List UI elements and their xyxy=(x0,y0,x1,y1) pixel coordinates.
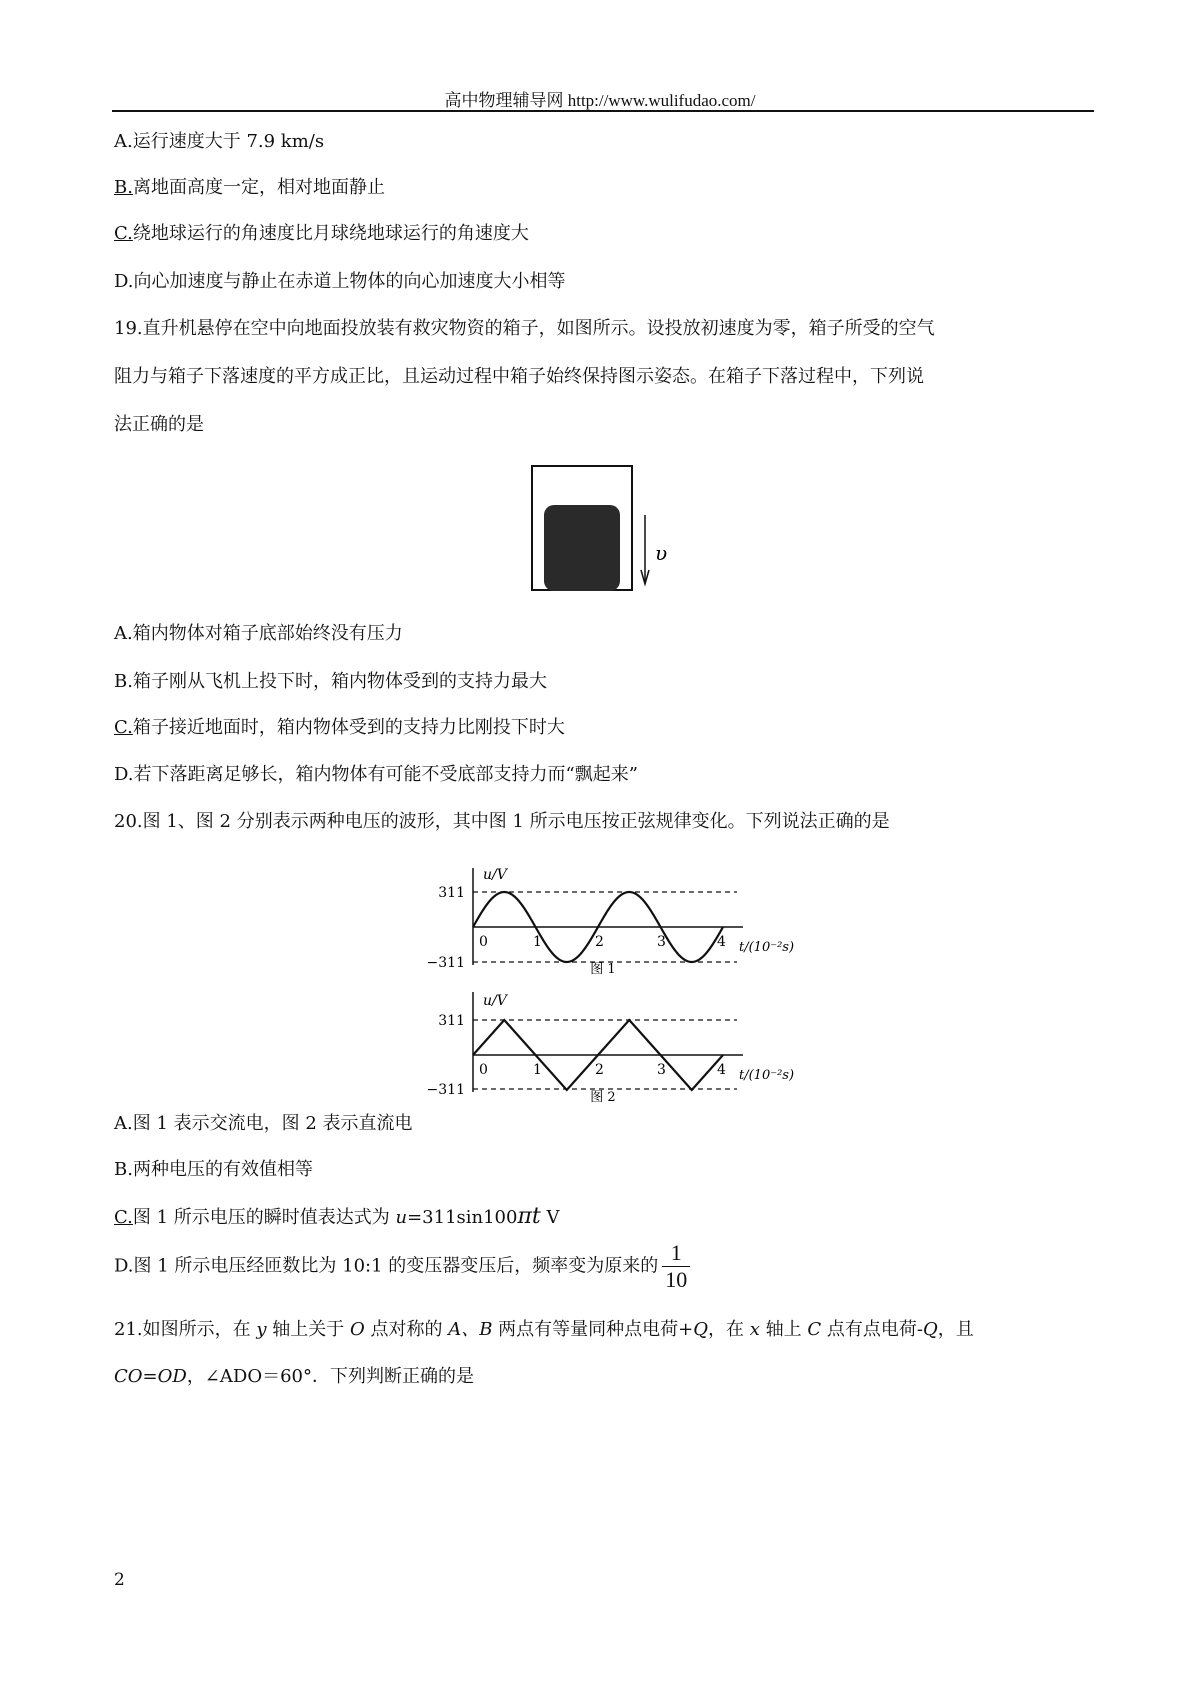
q21-text: 点有点电荷- xyxy=(821,1319,923,1340)
q21-text: 轴上关于 xyxy=(266,1319,350,1340)
q20-stem: 20.图 1、图 2 分别表示两种电压的波形，其中图 1 所示电压按正弦规律变化。下列说法正确的是 xyxy=(114,811,890,832)
fig1-tick-0: 0 xyxy=(479,934,488,950)
fig1-tick-4: 4 xyxy=(717,934,726,950)
header-rule xyxy=(112,110,1094,112)
fig1-tick-2: 2 xyxy=(595,934,604,950)
q20-option-a: A.图 1 表示交流电，图 2 表示直流电 xyxy=(114,1113,413,1134)
q20-option-c-text-1: 图 1 所示电压的瞬时值表达式为 xyxy=(132,1207,396,1228)
q18-option-c-text: 绕地球运行的角速度比月球绕地球运行的角速度大 xyxy=(132,223,529,244)
q21-var-o: O xyxy=(349,1319,365,1340)
q20-option-d xyxy=(114,1240,690,1293)
q19-box-figure xyxy=(520,460,670,600)
fig2-tick-0: 0 xyxy=(479,1062,488,1078)
fig2-y-label: u/V xyxy=(483,993,507,1009)
fig2-tick-4: 4 xyxy=(717,1062,726,1078)
q21-text: 点对称的 xyxy=(364,1319,449,1340)
q19-stem-line-3: 法正确的是 xyxy=(114,414,204,435)
fig2-tick-1: 1 xyxy=(533,1062,542,1078)
q20-option-c-pi: πt xyxy=(517,1204,541,1229)
q21-var-y: y xyxy=(256,1319,267,1340)
q19-option-a: A.箱内物体对箱子底部始终没有压力 xyxy=(114,623,403,644)
figure-1 xyxy=(427,867,795,977)
q18-option-b-text: 离地面高度一定，相对地面静止 xyxy=(132,177,385,198)
q21-var-c: C xyxy=(807,1319,822,1340)
fig2-y-pos: 311 xyxy=(438,1013,465,1029)
fig2-y-neg: −311 xyxy=(426,1082,465,1098)
fig1-x-label: t/(10⁻²s) xyxy=(739,940,795,955)
q21-text: 两点有等量同种点电荷+ xyxy=(492,1319,694,1340)
fig2-tick-3: 3 xyxy=(657,1062,666,1078)
q21-var-ab: A、B xyxy=(448,1319,493,1340)
box-contents xyxy=(544,505,620,591)
q21-var-co-od: CO=OD xyxy=(114,1366,187,1387)
page-header: 高中物理辅导网 http://www.wulifudao.com/ xyxy=(444,91,756,110)
q21-var-q: Q xyxy=(922,1319,938,1340)
q21-text: 21.如图所示，在 xyxy=(114,1319,257,1340)
q20-option-c-text-3: V xyxy=(540,1207,560,1228)
fig1-tick-3: 3 xyxy=(657,934,666,950)
q19-option-c-text: 箱子接近地面时，箱内物体受到的支持力比刚投下时大 xyxy=(132,717,565,738)
fig1-tick-1: 1 xyxy=(533,934,542,950)
q18-option-c-label: C. xyxy=(114,223,133,244)
fig2-x-label: t/(10⁻²s) xyxy=(739,1068,795,1083)
page-number: 2 xyxy=(114,1570,125,1590)
q20-option-d-text: D.图 1 所示电压经匝数比为 10:1 的变压器变压后，频率变为原来的 xyxy=(114,1255,659,1277)
q18-option-d: D.向心加速度与静止在赤道上物体的向心加速度大小相等 xyxy=(114,271,566,292)
fraction-numerator: 1 xyxy=(662,1240,690,1267)
q21-var-x: x xyxy=(749,1319,760,1340)
fraction-denominator: 10 xyxy=(665,1267,688,1292)
velocity-label: υ xyxy=(655,541,668,565)
q19-option-d: D.若下落距离足够长，箱内物体有可能不受底部支持力而“飘起来” xyxy=(114,764,638,785)
fig1-y-pos: 311 xyxy=(438,885,465,901)
fig2-tick-2: 2 xyxy=(595,1062,604,1078)
q20-option-c-u: u xyxy=(395,1207,408,1228)
figure-2 xyxy=(427,992,795,1105)
q21-text: 轴上 xyxy=(759,1319,808,1340)
fig1-y-label: u/V xyxy=(483,867,507,883)
q18-option-a: A.运行速度大于 7.9 km/s xyxy=(114,131,325,152)
q21-stem-line-2 xyxy=(114,1365,474,1389)
fig1-caption: 图 1 xyxy=(590,962,616,977)
q20-option-c xyxy=(114,1205,560,1230)
q20-option-c-label: C. xyxy=(114,1207,133,1228)
q18-option-b-label: B. xyxy=(114,177,133,198)
q18-option-c xyxy=(114,222,529,246)
q19-option-c xyxy=(114,716,565,740)
fig1-y-neg: −311 xyxy=(426,955,465,971)
q18-option-b xyxy=(114,176,385,200)
q19-option-c-label: C. xyxy=(114,717,133,738)
q21-text: ，∠ADO＝60°．下列判断正确的是 xyxy=(186,1366,474,1387)
q21-stem-line-1 xyxy=(114,1318,974,1342)
q21-var-q: Q xyxy=(693,1319,709,1340)
fig2-caption: 图 2 xyxy=(590,1090,616,1105)
q20-option-c-text-2: =311sin100 xyxy=(407,1207,518,1228)
q21-text: ，在 xyxy=(708,1319,750,1340)
q21-text: ，且 xyxy=(937,1319,974,1340)
q19-option-b: B.箱子刚从飞机上投下时，箱内物体受到的支持力最大 xyxy=(114,671,547,692)
q20-voltage-figures xyxy=(425,860,795,1110)
q19-stem-line-1: 19.直升机悬停在空中向地面投放装有救灾物资的箱子，如图所示。设投放初速度为零，箱子所受的空气 xyxy=(114,318,935,339)
q19-stem-line-2: 阻力与箱子下落速度的平方成正比，且运动过程中箱子始终保持图示姿态。在箱子下落过程中，下列说 xyxy=(114,366,924,387)
q20-option-d-fraction xyxy=(662,1240,690,1293)
q20-option-b: B.两种电压的有效值相等 xyxy=(114,1159,313,1180)
